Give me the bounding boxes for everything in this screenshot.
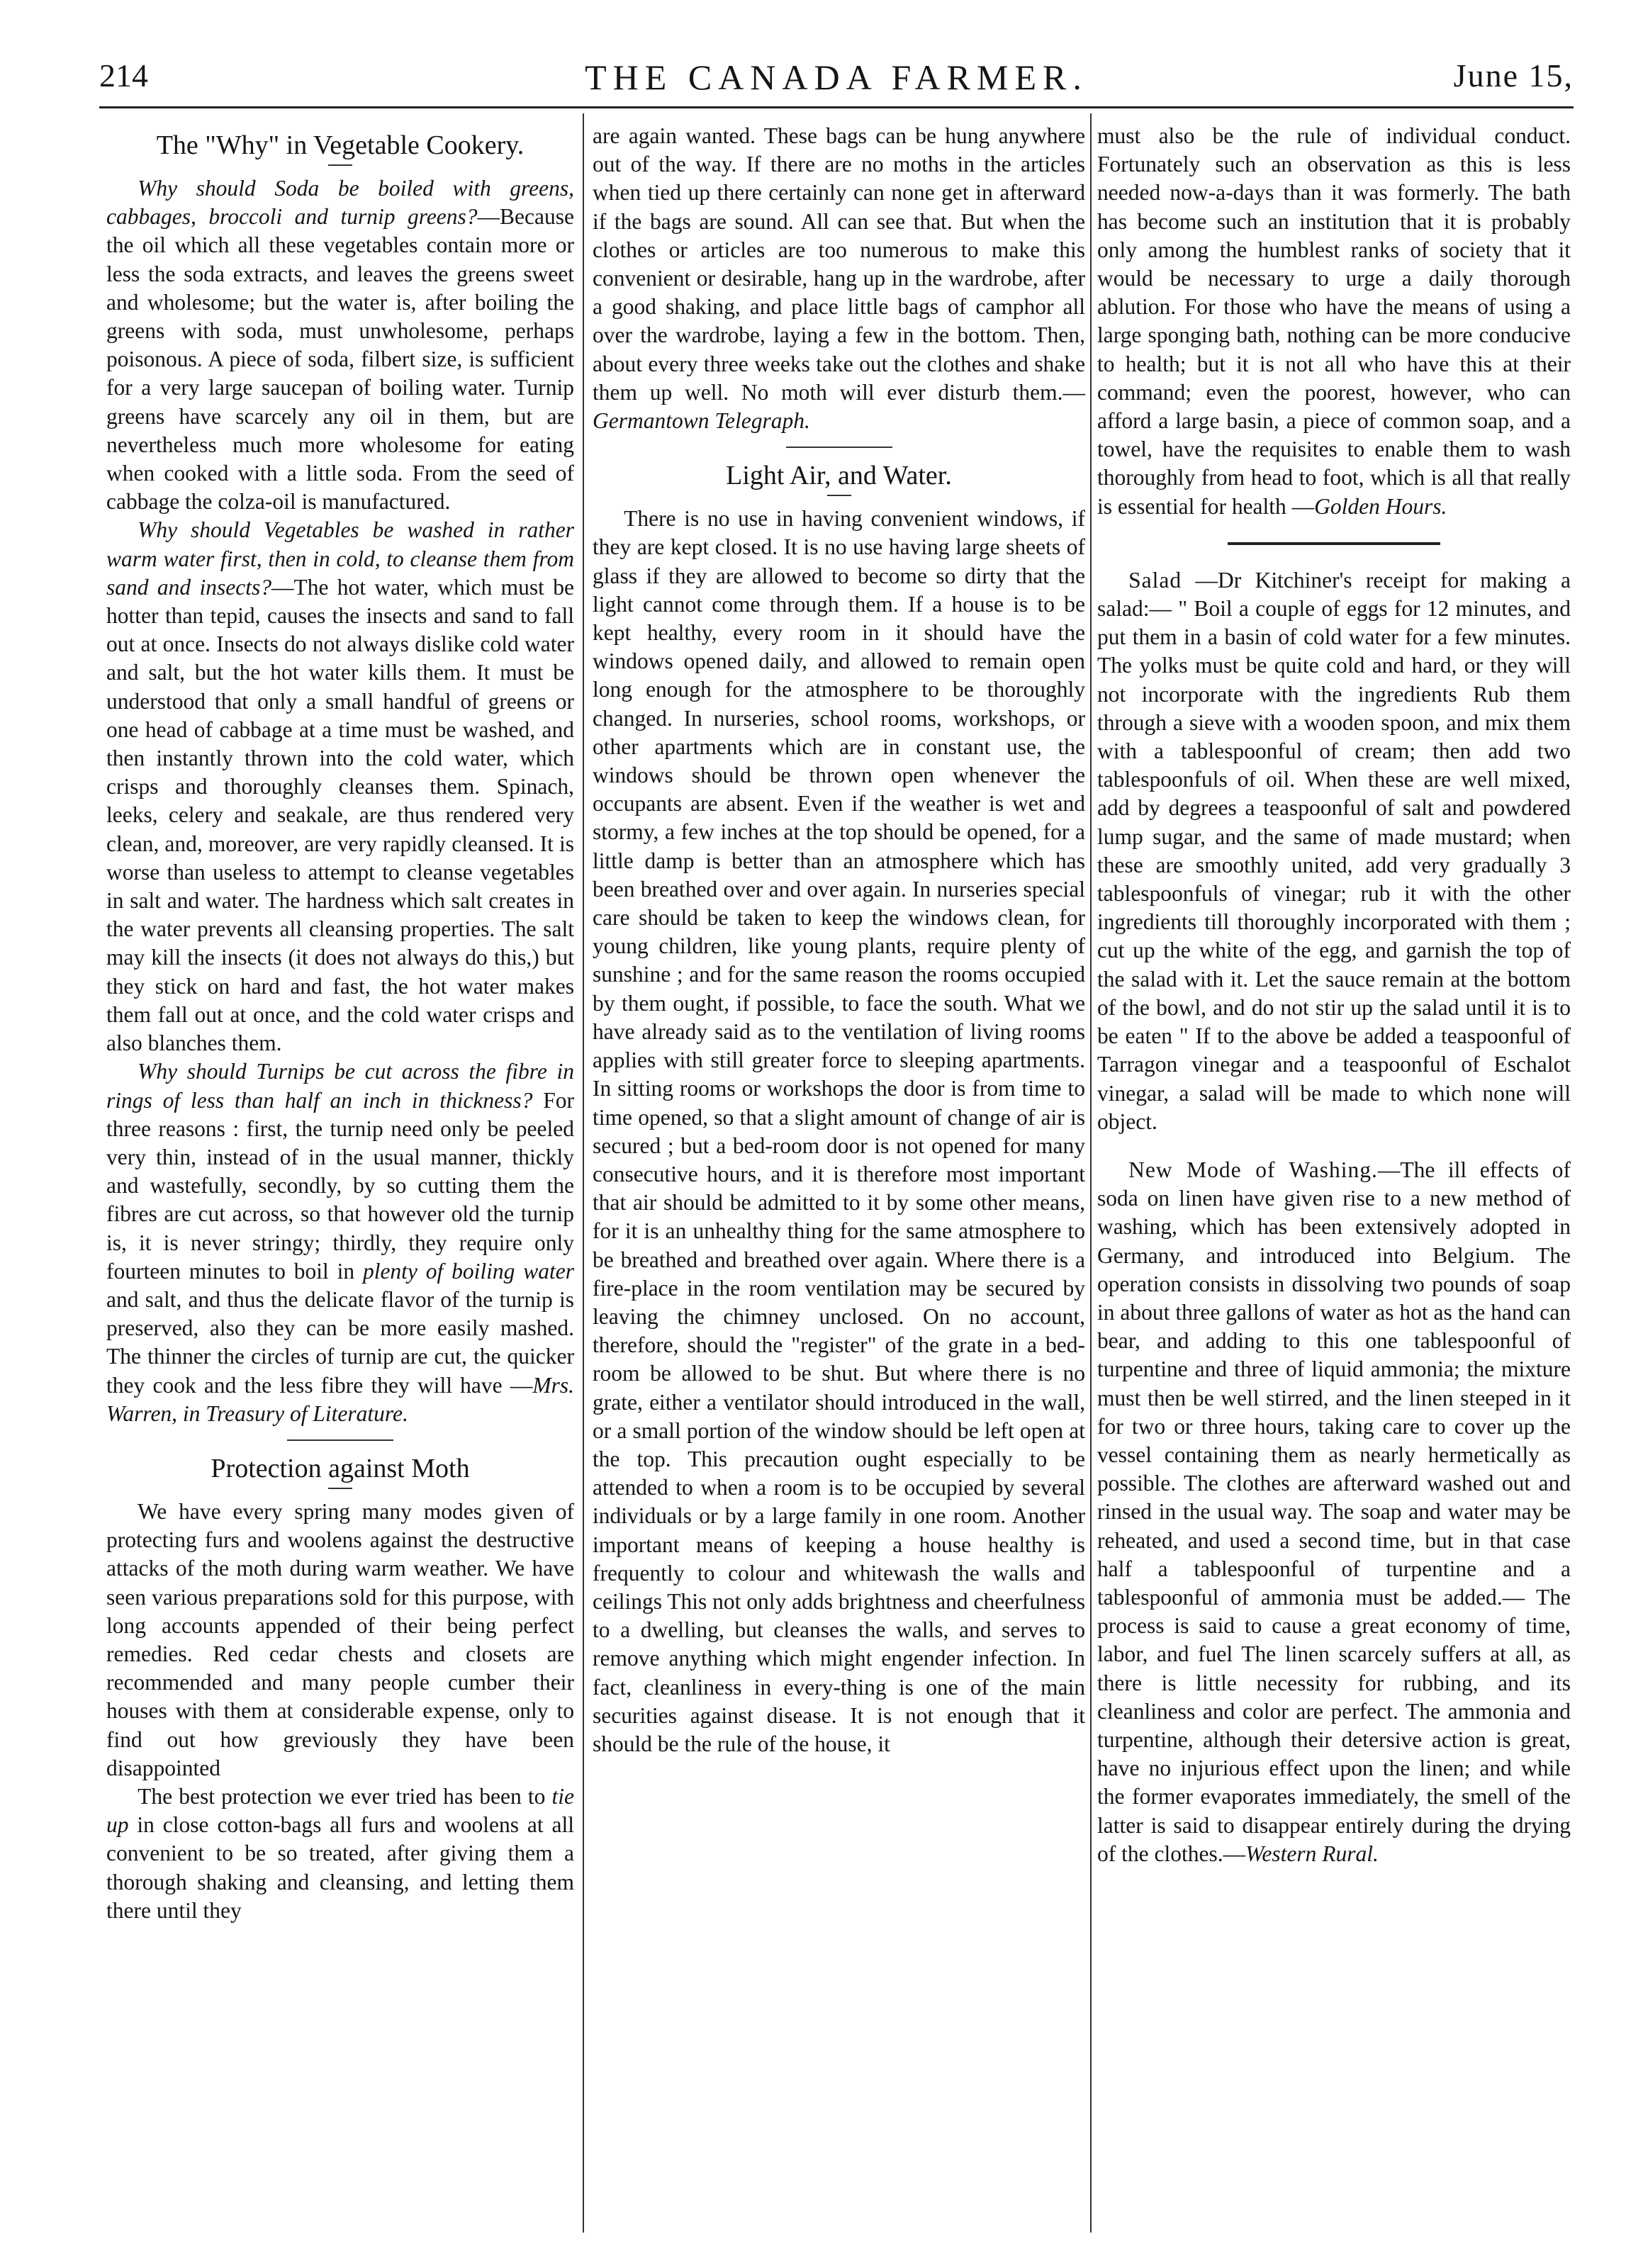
section-separator: [786, 447, 892, 448]
paragraph: are again wanted. These bags can be hung anywhere out of the way. If there are no moths in the articles when tied up there certainly can none get in afterward if the bags are sound. All can see that. But when the clothes or articles are too numerous to make this convenient or desirable, hang up in the wardrobe, after a good shaking, and place little bags of camphor all over the wardrobe, laying a few in the bottom. Then, about every three weeks take out the clothes and shake them up well. No moth will ever disturb them.—Germantown Telegraph.: [593, 123, 1085, 434]
header-rule: [99, 106, 1574, 108]
heading-dash: [328, 164, 352, 166]
page-number: 214: [99, 57, 148, 94]
source-credit: Mrs. Warren, in Treasury of Literature.: [106, 1372, 574, 1426]
column-2: [593, 122, 1085, 1758]
paragraph-salad: Salad —Dr Kitchiner's receipt for making a salad:— " Boil a couple of eggs for 12 minutes, and put them in a basin of cold water for a few minutes. The yolks must be quite cold and hard, or they will not incorporate with the ingredients Rub them through a sieve with a wooden spoon, and mix them with a tablespoonful of cream; then add two tablespoonfuls of oil. When these are well mixed, add by degrees a teaspoonful of salt and powdered lump sugar, and the same of made mustard; when these are smoothly united, add very gradually 3 tablespoonfuls of vinegar; rub it with the other ingredients till thoroughly incorporated with them ; cut up the white of the egg, and garnish the top of the salad with it. Let the sauce remain at the bottom of the bowl, and do not stir up the salad until it is to be eaten " If to the above be added a teaspoonful of Tarragon vinegar and a teaspoonful of Eschalot vinegar, a salad will be made to which none will object.: [1097, 567, 1571, 1134]
newspaper-title: THE CANADA FARMER.: [585, 57, 1088, 97]
column-3: [1097, 122, 1571, 1868]
article-heading-light-air-water: Light Air, and Water.: [726, 461, 952, 491]
paragraph: Why should Vegetables be washed in rather warm water first, then in cold, to cleanse them from sand and insects?—The hot water, which must be hotter than tepid, causes the insects and sand to fall out at once. Insects do not always dislike cold water and salt, but the hot water kills them. It must be understood that only a small handful of greens or one head of cabbage at a time must be washed, and then instantly thrown into the cold water, which crisps and thoroughly cleanses them. Spinach, leeks, celery and seakale, are thus rendered very clean, and, moreover, are very rapidly cleansed. It is worse than useless to attempt to cleanse vegetables in salt and water. The hardness which salt creates in the water prevents all cleansing properties. The salt may kill the insects (it does not always do this,) but they stick on hard and fast, the hot water makes them fall out at once, and the cold water crisps and also blanches them.: [106, 517, 574, 1056]
source-credit: Western Rural.: [1245, 1841, 1379, 1866]
question: Why should Soda be boiled with greens, cabbages, broccoli and turnip greens?: [106, 176, 574, 230]
source-credit: Germantown Telegraph.: [593, 408, 810, 434]
question: Why should Vegetables be washed in rather warm water first, then in cold, to cleanse them from sand and insects?: [106, 517, 574, 600]
heading-dash: [827, 495, 851, 496]
paragraph: The best protection we ever tried has been to tie up in close cotton-bags all furs and woolens at all convenient to be so treated, after giving them a thorough shaking and cleansing, and letting them there until they: [106, 1783, 574, 1923]
source-credit: Golden Hours.: [1314, 493, 1447, 519]
column-divider: [1090, 113, 1092, 2233]
column-divider: [583, 113, 584, 2233]
paragraph-washing: New Mode of Washing.—The ill effects of soda on linen have given rise to a new method of washing, which has been extensively adopted in Germany, and introduced into Belgium. The operation consists in dissolving two pounds of soap in about three gallons of water as hot as the hand can bear, and adding to this one tablespoonful of turpentine and three of liquid ammonia; the mixture must then be well stirred, and the linen steeped in it for two or three hours, taking care to cover up the vessel containing them as nearly hermetically as possible. The clothes are afterward washed out and rinsed in the usual way. The soap and water may be reheated, and used a second time, but in that case half a tablespoonful of turpentine and a tablespoonful of ammonia must be added.— The process is said to cause a great economy of time, labor, and fuel The linen scarcely suffers at all, as there is little necessity for rubbing, and its cleanliness and color are perfect. The ammonia and turpentine, although their detersive action is great, have no injurious effect upon the linen; and while the former evaporates immediately, the smell of the latter is said to disappear entirely during the drying of the clothes.—Western Rural.: [1097, 1157, 1571, 1866]
paragraph: There is no use in having convenient windows, if they are kept closed. It is no use having large sheets of glass if they are allowed to become so dirty that the light cannot come through them. If a house is to be kept healthy, every room in it should have the windows opened daily, and allowed to remain open long enough for the atmosphere to be thoroughly changed. In nurseries, school rooms, workshops, or other apartments which are in constant use, the windows should be thrown open whenever the occupants are absent. Even if the weather is wet and stormy, a few inches at the top should be opened, for a little damp is better than an atmosphere which has been breathed over and over again. In nurseries special care should be taken to keep the windows clean, for young children, like young plants, require plenty of sunshine ; and for the same reason the rooms occupied by them ought, if possible, to face the south. What we have already said as to the ventilation of living rooms applies with still greater force to sleeping apartments. In sitting rooms or workshops the door is from time to time opened, so that a slight amount of change of air is secured ; but a bed-room door is not opened for many consecutive hours, and it is therefore most important that air should be admitted to it by some other means, for it is an unhealthy thing for the same atmosphere to be breathed and breathed over again. Where there is a fire-place in the room ventilation may be secured by leaving the chimney unclosed. On no account, therefore, should the "register" of the grate in a bed-room be allowed to be shut. But where there is no grate, either a ventilator should introduced in the wall, or a small portion of the window should be left open at the top. This precaution ought especially to be attended to when a room is to be occupied by several individuals or by a large family in one room. Another important means of keeping a house healthy is frequently to colour and whitewash the walls and ceilings This not only adds brightness and cheerfulness to a dwelling, but cleanses the walls, and serves to remove anything which might engender infection. In fact, cleanliness in every-thing is one of the main securities against disease. It is not enough that it should be the rule of the house, it: [593, 506, 1085, 1756]
section-separator: [287, 1439, 393, 1441]
paragraph: must also be the rule of individual conduct. Fortunately such an observation as this is less needed now-a-days than it was formerly. The bath has become such an institution that it is probably only among the humblest ranks of society that it would be necessary to urge a daily thorough ablution. For those who have the means of using a large sponging bath, nothing can be more conducive to health; but it is not all who have this at their command; even the poorest, however, who can afford a large basin, a piece of common soap, and a towel, have the requisites to enable them to wash thoroughly from head to foot, which is all that really is essential for health —Golden Hours.: [1097, 123, 1571, 519]
column-1: [106, 122, 574, 1925]
article-heading-moth: Protection against Moth: [211, 1453, 470, 1483]
paragraph: Why should Turnips be cut across the fibre in rings of less than half an inch in thickness? For three reasons : first, the turnip need only be peeled very thin, instead of in the usual manner, thickly and wastefully, secondly, by so cutting them the fibres are cut across, so that however old the turnip is, it is never stringy; thirdly, they require only fourteen minutes to boil in plenty of boiling water and salt, and thus the delicate flavor of the turnip is preserved, also they can be more easily mashed. The thinner the circles of turnip are cut, the quicker they cook and the less fibre they will have —Mrs. Warren, in Treasury of Literature.: [106, 1059, 574, 1426]
run-in-heading: New Mode of Washing.: [1128, 1157, 1378, 1182]
issue-date: June 15,: [1453, 57, 1574, 94]
run-in-heading: Salad: [1128, 567, 1182, 593]
article-heading-why: The "Why" in Vegetable Cookery.: [156, 130, 525, 160]
page-header: [99, 57, 1574, 106]
question: Why should Turnips be cut across the fibre in rings of less than half an inch in thickness?: [106, 1059, 574, 1113]
paragraph: We have every spring many modes given of protecting furs and woolens against the destructive attacks of the moth during warm weather. We have seen various preparations sold for this purpose, with long accounts appended of their being perfect remedies. Red cedar chests and closets are recommended and many people cumber their houses with them at considerable expense, only to find out how greviously they have been disappointed: [106, 1498, 574, 1780]
section-separator: [1228, 542, 1440, 545]
heading-dash: [328, 1488, 352, 1489]
paragraph: Why should Soda be boiled with greens, cabbages, broccoli and turnip greens?—Because the oil which all these vegetables contain more or less the soda extracts, and leaves the greens sweet and wholesome; but the water is, after boiling the greens with soda, must unwholesome, perhaps poisonous. A piece of soda, filbert size, is sufficient for a very large saucepan of boiling water. Turnip greens have scarcely any oil in them, but are nevertheless much more wholesome for eating when cooked with a little soda. From the seed of cabbage the colza-oil is manufactured.: [106, 176, 574, 515]
